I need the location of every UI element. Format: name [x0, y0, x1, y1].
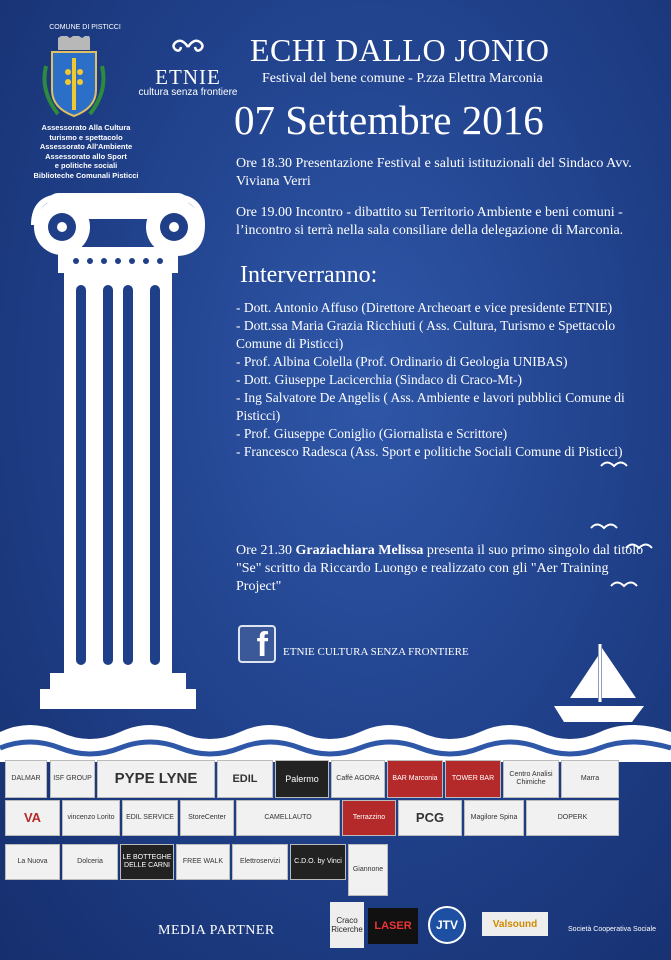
- sponsors-grid: [5, 760, 665, 898]
- event-date: 07 Settembre 2016: [234, 97, 544, 143]
- speaker-item: - Dott. Giuseppe Lacicerchia (Sindaco di Craco-Mt-): [236, 372, 523, 387]
- seagull-icon: [625, 540, 653, 552]
- sponsor-logo: FREE WALK: [176, 844, 230, 880]
- media-partner-label: MEDIA PARTNER: [158, 923, 275, 938]
- ionic-column-icon: [28, 185, 208, 725]
- sponsor-logo: Dolceria: [62, 844, 118, 880]
- etnie-tagline: cultura senza frontiere: [138, 87, 238, 98]
- facebook-page-label[interactable]: ETNIE CULTURA SENZA FRONTIERE: [283, 646, 469, 658]
- sponsor-logo: PCG: [398, 800, 462, 836]
- sponsor-logo: Palermo: [275, 760, 329, 798]
- sponsor-logo: Marra: [561, 760, 619, 798]
- program-time: Ore 21.30: [236, 543, 296, 558]
- sea-waves-icon: [0, 712, 671, 762]
- performer-name: Graziachiara Melissa: [295, 543, 424, 558]
- assessorato-line: Assessorato Alla Cultura: [41, 123, 131, 132]
- sponsor-logo: Giannone: [348, 844, 388, 896]
- sponsor-logo: EDIL SERVICE: [122, 800, 178, 836]
- etnie-logo: [128, 36, 248, 98]
- sponsor-logo: DOPERK: [526, 800, 619, 836]
- media-partner-logo: Valsound: [482, 912, 548, 936]
- sponsor-logo: C.D.O. by Vinci: [290, 844, 346, 880]
- media-partner-logo: JTV: [428, 906, 466, 944]
- facebook-icon[interactable]: f: [238, 625, 276, 663]
- sponsor-logo: La Nuova: [5, 844, 60, 880]
- assessorato-line: Assessorato All'Ambiente: [39, 142, 133, 151]
- program-item-1900: Ore 19.00 Incontro - dibattito su Territorio Ambiente e beni comuni - l’incontro si terrà nella sala consiliare della delegazione di Marconia.: [236, 205, 624, 238]
- sponsor-logo: Caffè AGORA: [331, 760, 385, 798]
- sponsor-logo: VA: [5, 800, 60, 836]
- seagull-icon: [610, 578, 638, 590]
- speaker-item: - Prof. Albina Colella (Prof. Ordinario di Geologia UNIBAS): [236, 354, 568, 369]
- sponsor-logo: TOWER BAR: [445, 760, 501, 798]
- spiral-logo-icon: [168, 36, 208, 58]
- seagull-icon: [590, 520, 618, 532]
- sponsor-logo: LE BOTTEGHE DELLE CARNI: [120, 844, 174, 880]
- sponsor-logo: Centro Analisi Chimiche: [503, 760, 559, 798]
- sponsor-logo: StoreCenter: [180, 800, 234, 836]
- sponsor-logo: Magilore Spina: [464, 800, 524, 836]
- event-title: ECHI DALLO JONIO: [250, 32, 550, 68]
- seagull-icon: [600, 458, 628, 470]
- sponsor-logo: EDIL: [217, 760, 273, 798]
- speaker-item: - Dott. Antonio Affuso (Direttore Archeoart e vice presidente ETNIE): [236, 300, 613, 315]
- speakers-heading: Interverranno:: [240, 262, 378, 288]
- program-description: presenta il suo primo singolo dal titolo "Se" scritto da Riccardo Luongo e realizzato con gli "Aer Training Project": [236, 543, 644, 594]
- speaker-item: - Prof. Giuseppe Coniglio (Giornalista e Scrittore): [236, 426, 508, 441]
- media-partner-logo: LASER: [368, 908, 418, 944]
- speaker-item: - Francesco Radesca (Ass. Sport e politiche Sociali Comune di Pisticci): [236, 444, 623, 459]
- assessorato-line: turismo e spettacolo: [49, 132, 123, 142]
- program-item-1830: Ore 18.30 Presentazione Festival e saluti istituzionali del Sindaco Avv. Viviana Verri: [236, 156, 632, 189]
- etnie-name: ETNIE: [155, 65, 221, 89]
- comune-label: COMUNE DI PISTICCI: [49, 24, 121, 31]
- sponsor-logo: CAMELLAUTO: [236, 800, 340, 836]
- event-subtitle: Festival del bene comune - P.zza Elettra Marconia: [262, 71, 543, 86]
- sponsor-logo: ISF GROUP: [50, 760, 95, 798]
- sponsor-logo: vincenzo Lorito: [62, 800, 120, 836]
- sponsor-logo: BAR Marconia: [387, 760, 443, 798]
- speaker-item: - Dott.ssa Maria Grazia Ricchiuti ( Ass. Cultura, Turismo e Spettacolo Comune di Pisticci): [236, 318, 616, 351]
- sponsor-logo: DALMAR: [5, 760, 47, 798]
- media-partner-logo: Craco Ricerche: [330, 902, 364, 948]
- sponsor-logo: Elettroservizi: [232, 844, 288, 880]
- assessorato-line: e politiche sociali: [54, 161, 118, 170]
- assessorato-line: Biblioteche Comunali Pisticci: [33, 170, 139, 180]
- comune-crest-icon: [38, 36, 110, 122]
- speakers-list: [236, 299, 656, 461]
- sponsor-logo: Terrazzino: [342, 800, 396, 836]
- assessorato-block: [16, 123, 156, 180]
- speaker-item: - Ing Salvatore De Angelis ( Ass. Ambiente e lavori pubblici Comune di Pisticci): [236, 390, 625, 423]
- program-item-2130: [236, 542, 656, 596]
- sponsor-logo: PYPE LYNE: [97, 760, 215, 798]
- media-partner-logo: Società Cooperativa Sociale: [568, 925, 656, 933]
- assessorato-line: Assessorato allo Sport: [45, 151, 127, 161]
